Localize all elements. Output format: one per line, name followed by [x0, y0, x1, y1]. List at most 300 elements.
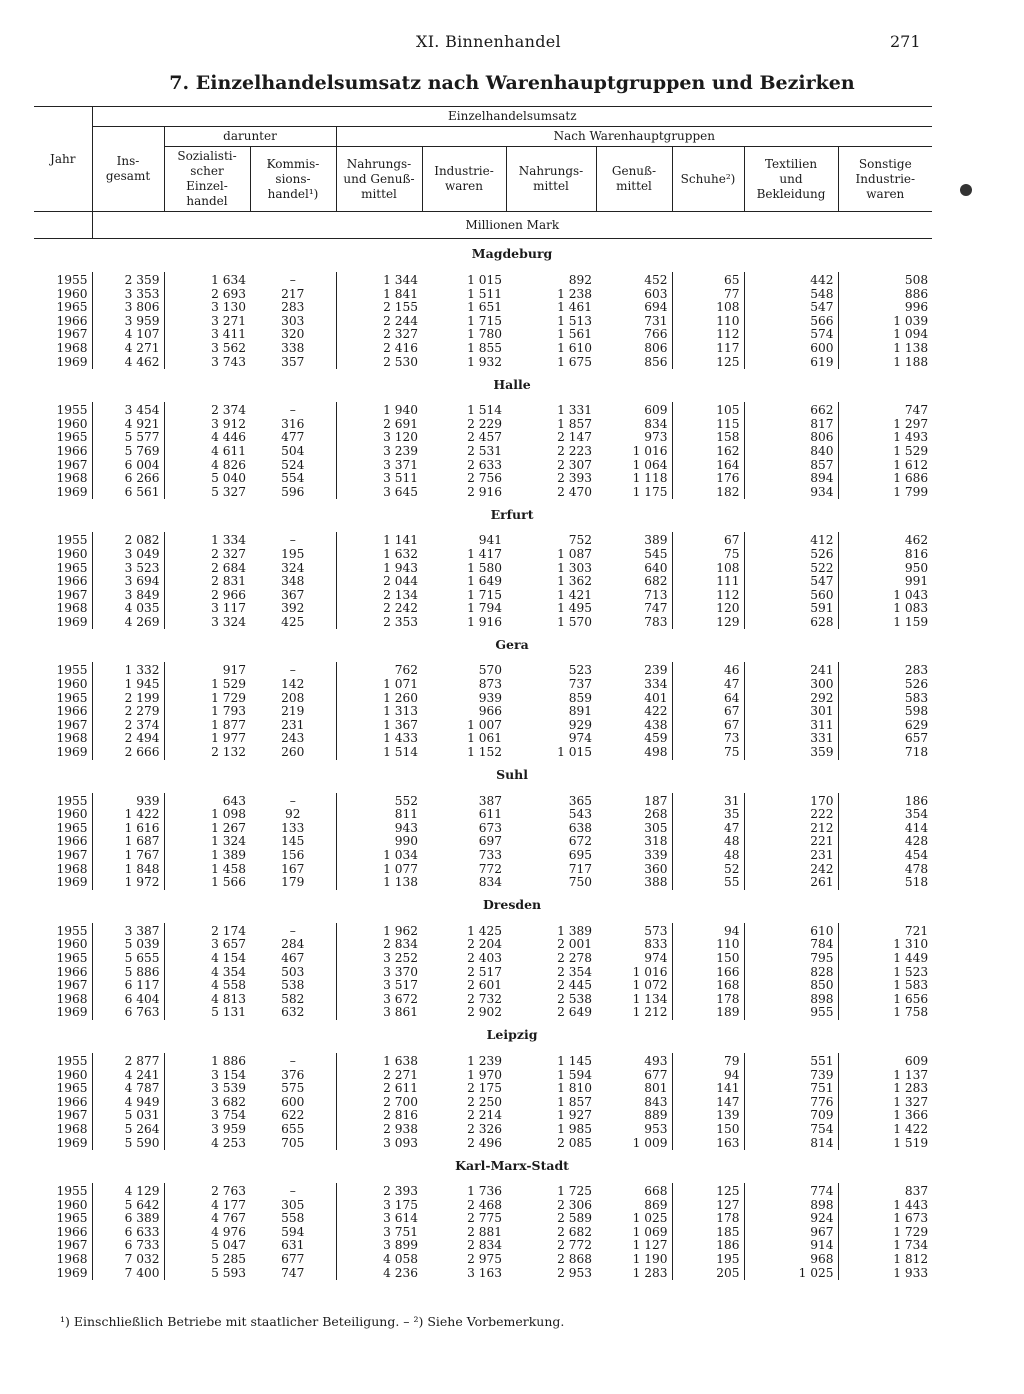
- cell-sozialistischer: 1 729: [164, 692, 250, 706]
- cell-year: 1966: [56, 574, 88, 589]
- table-row: [34, 301, 932, 315]
- cell-sonstige: 354: [838, 808, 932, 822]
- cell-insgesamt: 1 422: [92, 808, 164, 822]
- cell-schuhe: 48: [672, 849, 744, 863]
- cell-genussmittel: 668: [644, 1184, 668, 1199]
- cell-nahrungs-genuss: 3 614: [336, 1212, 422, 1226]
- cell-textilien: 628: [744, 616, 838, 630]
- cell-insgesamt: 5 769: [92, 445, 164, 459]
- cell-insgesamt: 5 655: [92, 952, 164, 966]
- cell-genussmittel: 801: [644, 1081, 668, 1096]
- cell-textilien: 814: [744, 1137, 838, 1151]
- cell-nahrungsmittel: 2 649: [557, 1005, 592, 1020]
- cell-industriewaren: 2 517: [467, 964, 502, 979]
- cell-year: 1966: [56, 443, 88, 458]
- cell-year: 1965: [56, 820, 88, 835]
- cell-year: 1965: [56, 950, 88, 965]
- region-heading-row: [34, 239, 932, 264]
- cell-genussmittel: 545: [644, 546, 668, 561]
- cell-nahrungsmittel: 2 682: [557, 1224, 592, 1239]
- table-row: [34, 589, 932, 603]
- cell-schuhe: 125: [672, 1183, 744, 1199]
- cell-year: 1969: [56, 614, 88, 629]
- cell-genussmittel: 1 134: [632, 991, 668, 1006]
- cell-kommission: 243: [281, 731, 305, 746]
- cell-textilien: 857: [744, 459, 838, 473]
- cell-sozialistischer: 2 693: [164, 288, 250, 302]
- cell-insgesamt: 4 271: [92, 342, 164, 356]
- table-row: [34, 692, 932, 706]
- cell-schuhe: 55: [672, 876, 744, 890]
- cell-genussmittel: 1 025: [632, 1211, 668, 1226]
- table-row: [34, 993, 932, 1007]
- cell-sozialistischer: 3 912: [164, 418, 250, 432]
- table-row: [34, 678, 932, 692]
- cell-genussmittel: 388: [644, 875, 668, 890]
- cell-sozialistischer: 5 327: [164, 486, 250, 500]
- cell-kommission: 622: [281, 1108, 305, 1123]
- cell-genussmittel: 682: [644, 574, 668, 589]
- cell-schuhe: 205: [672, 1267, 744, 1281]
- cell-kommission: 348: [281, 574, 305, 589]
- cell-sonstige: 1 159: [838, 616, 932, 630]
- cell-nahrungsmittel: 2 868: [557, 1252, 592, 1267]
- cell-insgesamt: 3 959: [92, 315, 164, 329]
- cell-year: 1965: [56, 1211, 88, 1226]
- cell-kommission: 284: [281, 937, 305, 952]
- cell-sonstige: 1 656: [838, 993, 932, 1007]
- cell-year: 1968: [56, 1121, 88, 1136]
- cell-insgesamt: 4 949: [92, 1096, 164, 1110]
- cell-nahrungsmittel: 1 594: [557, 1067, 592, 1082]
- cell-nahrungsmittel: 859: [568, 690, 592, 705]
- cell-schuhe: 73: [672, 732, 744, 746]
- cell-sonstige: 1 043: [838, 589, 932, 603]
- cell-sozialistischer: 3 117: [164, 602, 250, 616]
- cell-nahrungsmittel: 1 927: [557, 1108, 592, 1123]
- cell-kommission: 219: [281, 704, 305, 719]
- cell-nahrungsmittel: 2 147: [557, 430, 592, 445]
- cell-genussmittel: 677: [644, 1067, 668, 1082]
- cell-nahrungs-genuss: 3 175: [336, 1199, 422, 1213]
- cell-year: 1965: [56, 690, 88, 705]
- cell-insgesamt: 4 462: [92, 356, 164, 370]
- cell-insgesamt: 939: [92, 793, 164, 809]
- cell-textilien: 311: [744, 719, 838, 733]
- cell-schuhe: 48: [672, 835, 744, 849]
- cell-schuhe: 105: [672, 402, 744, 418]
- cell-genussmittel: 1 016: [632, 964, 668, 979]
- cell-genussmittel: 766: [644, 327, 668, 342]
- cell-insgesamt: 6 561: [92, 486, 164, 500]
- cell-textilien: 212: [744, 822, 838, 836]
- cell-industriewaren: 1 007: [467, 717, 502, 732]
- cell-insgesamt: 2 877: [92, 1053, 164, 1069]
- cell-nahrungs-genuss: 1 514: [336, 746, 422, 760]
- cell-year: 1968: [56, 340, 88, 355]
- cell-schuhe: 108: [672, 301, 744, 315]
- cell-sozialistischer: 2 763: [164, 1183, 250, 1199]
- table-row: [34, 431, 932, 445]
- cell-industriewaren: 834: [478, 875, 502, 890]
- cell-sozialistischer: 4 446: [164, 431, 250, 445]
- region-heading-row: [34, 369, 932, 393]
- cell-schuhe: 129: [672, 616, 744, 630]
- cell-kommission: 503: [281, 964, 305, 979]
- cell-genussmittel: 1 175: [632, 484, 668, 499]
- cell-insgesamt: 3 523: [92, 562, 164, 576]
- cell-insgesamt: 6 389: [92, 1212, 164, 1226]
- cell-textilien: 894: [744, 472, 838, 486]
- cell-sozialistischer: 4 177: [164, 1199, 250, 1213]
- region-name: Magdeburg: [471, 246, 553, 262]
- cell-schuhe: 189: [672, 1006, 744, 1020]
- cell-year: 1965: [56, 430, 88, 445]
- table-row: [34, 402, 932, 418]
- table-row: [34, 1082, 932, 1096]
- table-row: [34, 1137, 932, 1151]
- col-header-nach-warenhauptgruppen: Nach Warenhauptgruppen: [336, 127, 932, 147]
- cell-nahrungs-genuss: 811: [336, 808, 422, 822]
- cell-year: 1969: [56, 1135, 88, 1150]
- cell-sonstige: 1 327: [838, 1096, 932, 1110]
- cell-insgesamt: 2 279: [92, 705, 164, 719]
- cell-nahrungsmittel: 2 278: [557, 950, 592, 965]
- cell-insgesamt: 5 577: [92, 431, 164, 445]
- cell-kommission: 504: [281, 443, 305, 458]
- cell-industriewaren: 2 326: [467, 1121, 502, 1136]
- cell-nahrungsmittel: 892: [568, 273, 592, 287]
- region-name: Leipzig: [486, 1027, 538, 1043]
- cell-insgesamt: 1 848: [92, 863, 164, 877]
- cell-kommission: 632: [281, 1005, 305, 1020]
- cell-industriewaren: 2 468: [467, 1197, 502, 1212]
- table-row: [34, 808, 932, 822]
- cell-nahrungsmittel: 1 421: [557, 587, 592, 602]
- cell-kommission: 316: [281, 416, 305, 431]
- cell-insgesamt: 5 886: [92, 966, 164, 980]
- cell-sonstige: 1 529: [838, 445, 932, 459]
- region-name: Gera: [495, 636, 529, 652]
- table-row: [34, 472, 932, 486]
- cell-insgesamt: 4 107: [92, 328, 164, 342]
- cell-industriewaren: 2 403: [467, 950, 502, 965]
- cell-nahrungsmittel: 1 985: [557, 1121, 592, 1136]
- cell-textilien: 600: [744, 342, 838, 356]
- cell-schuhe: 52: [672, 863, 744, 877]
- cell-textilien: 968: [744, 1253, 838, 1267]
- cell-textilien: 301: [744, 705, 838, 719]
- table-row: [34, 863, 932, 877]
- cell-kommission: 338: [281, 340, 305, 355]
- cell-year: 1960: [56, 1067, 88, 1082]
- cell-nahrungsmittel: 750: [568, 875, 592, 890]
- cell-genussmittel: 498: [644, 745, 668, 760]
- cell-textilien: 739: [744, 1069, 838, 1083]
- cell-nahrungs-genuss: 3 511: [336, 472, 422, 486]
- cell-genussmittel: 1 127: [632, 1238, 668, 1253]
- cell-nahrungs-genuss: 3 370: [336, 966, 422, 980]
- cell-schuhe: 125: [672, 356, 744, 370]
- cell-textilien: 300: [744, 678, 838, 692]
- cell-schuhe: 111: [672, 575, 744, 589]
- cell-genussmittel: 1 072: [632, 978, 668, 993]
- cell-sonstige: 1 297: [838, 418, 932, 432]
- cell-sozialistischer: 917: [164, 662, 250, 678]
- cell-year: 1960: [56, 416, 88, 431]
- unit-label: Millionen Mark: [92, 212, 932, 239]
- cell-kommission: 582: [281, 991, 305, 1006]
- cell-schuhe: 94: [672, 923, 744, 939]
- cell-nahrungsmittel: 1 675: [557, 354, 592, 369]
- cell-sonstige: 718: [838, 746, 932, 760]
- cell-genussmittel: 573: [644, 923, 668, 938]
- cell-sonstige: 609: [838, 1053, 932, 1069]
- cell-schuhe: 185: [672, 1226, 744, 1240]
- cell-insgesamt: 4 035: [92, 602, 164, 616]
- cell-nahrungsmittel: 2 445: [557, 978, 592, 993]
- cell-insgesamt: 1 332: [92, 662, 164, 678]
- cell-sonstige: 508: [838, 272, 932, 288]
- cell-textilien: 222: [744, 808, 838, 822]
- cell-sozialistischer: 1 267: [164, 822, 250, 836]
- cell-industriewaren: 2 457: [467, 430, 502, 445]
- cell-nahrungsmittel: 638: [568, 820, 592, 835]
- cell-sozialistischer: 3 743: [164, 356, 250, 370]
- cell-industriewaren: 2 214: [467, 1108, 502, 1123]
- cell-schuhe: 117: [672, 342, 744, 356]
- cell-sozialistischer: 3 539: [164, 1082, 250, 1096]
- cell-insgesamt: 1 687: [92, 835, 164, 849]
- cell-schuhe: 67: [672, 719, 744, 733]
- region-name: Erfurt: [490, 506, 534, 522]
- table-row: [34, 1006, 932, 1020]
- cell-nahrungs-genuss: 2 700: [336, 1096, 422, 1110]
- cell-insgesamt: 6 004: [92, 459, 164, 473]
- cell-sozialistischer: 5 131: [164, 1006, 250, 1020]
- cell-industriewaren: 1 780: [467, 327, 502, 342]
- table-row: [34, 1096, 932, 1110]
- region-heading-row: [34, 1020, 932, 1044]
- cell-nahrungsmittel: 1 725: [557, 1184, 592, 1199]
- cell-nahrungsmittel: 1 087: [557, 546, 592, 561]
- cell-textilien: 241: [744, 662, 838, 678]
- cell-year: 1967: [56, 587, 88, 602]
- table-row: [34, 486, 932, 500]
- cell-genussmittel: 974: [644, 950, 668, 965]
- cell-schuhe: 110: [672, 938, 744, 952]
- cell-nahrungs-genuss: 3 861: [336, 1006, 422, 1020]
- cell-genussmittel: 318: [644, 834, 668, 849]
- cell-industriewaren: 2 756: [467, 471, 502, 486]
- cell-textilien: 709: [744, 1109, 838, 1123]
- col-header-sonstige-industriewaren: Sonstige Industrie- waren: [838, 147, 932, 212]
- region-name: Karl-Marx-Stadt: [455, 1157, 569, 1173]
- cell-genussmittel: 609: [644, 403, 668, 418]
- cell-nahrungsmittel: 1 362: [557, 574, 592, 589]
- cell-kommission: 677: [281, 1252, 305, 1267]
- cell-kommission: 320: [281, 327, 305, 342]
- cell-insgesamt: 6 733: [92, 1239, 164, 1253]
- cell-nahrungs-genuss: 3 751: [336, 1226, 422, 1240]
- cell-nahrungs-genuss: 762: [336, 662, 422, 678]
- cell-sonstige: 1 283: [838, 1082, 932, 1096]
- cell-insgesamt: 5 642: [92, 1199, 164, 1213]
- cell-textilien: 754: [744, 1123, 838, 1137]
- cell-schuhe: 168: [672, 979, 744, 993]
- cell-schuhe: 178: [672, 993, 744, 1007]
- cell-kommission: 167: [281, 861, 305, 876]
- cell-industriewaren: 1 794: [467, 601, 502, 616]
- cell-nahrungsmittel: 672: [568, 834, 592, 849]
- table-title: 7. Einzelhandelsumsatz nach Warenhauptgruppen und Bezirken: [169, 72, 855, 94]
- table-row: [34, 272, 932, 288]
- cell-nahrungsmittel: 2 470: [557, 484, 592, 499]
- cell-nahrungsmittel: 2 538: [557, 991, 592, 1006]
- table-row: [34, 732, 932, 746]
- region-heading-row: [34, 760, 932, 784]
- cell-year: 1966: [56, 1224, 88, 1239]
- cell-schuhe: 115: [672, 418, 744, 432]
- cell-sonstige: 428: [838, 835, 932, 849]
- cell-insgesamt: 4 921: [92, 418, 164, 432]
- cell-kommission: 524: [281, 457, 305, 472]
- cell-nahrungs-genuss: 3 645: [336, 486, 422, 500]
- cell-kommission: 142: [281, 677, 305, 692]
- cell-industriewaren: 2 496: [467, 1135, 502, 1150]
- cell-year: 1967: [56, 978, 88, 993]
- cell-insgesamt: 4 787: [92, 1082, 164, 1096]
- cell-nahrungsmittel: 2 772: [557, 1238, 592, 1253]
- table-row: [34, 705, 932, 719]
- cell-nahrungs-genuss: 1 940: [336, 402, 422, 418]
- cell-genussmittel: 640: [644, 560, 668, 575]
- cell-kommission: 376: [281, 1067, 305, 1082]
- cell-schuhe: 150: [672, 952, 744, 966]
- cell-textilien: 574: [744, 328, 838, 342]
- cell-schuhe: 35: [672, 808, 744, 822]
- table-row: [34, 923, 932, 939]
- cell-textilien: 526: [744, 548, 838, 562]
- cell-sozialistischer: 5 285: [164, 1253, 250, 1267]
- cell-industriewaren: 1 932: [467, 354, 502, 369]
- cell-insgesamt: 4 269: [92, 616, 164, 630]
- col-header-jahr: Jahr: [34, 107, 92, 212]
- cell-year: 1966: [56, 964, 88, 979]
- cell-kommission: –: [289, 273, 296, 287]
- cell-genussmittel: 438: [644, 717, 668, 732]
- cell-year: 1960: [56, 1197, 88, 1212]
- cell-nahrungs-genuss: 2 044: [336, 575, 422, 589]
- cell-year: 1966: [56, 834, 88, 849]
- cell-schuhe: 158: [672, 431, 744, 445]
- cell-textilien: 914: [744, 1239, 838, 1253]
- cell-schuhe: 166: [672, 966, 744, 980]
- cell-nahrungsmittel: 1 857: [557, 1094, 592, 1109]
- cell-sozialistischer: 1 793: [164, 705, 250, 719]
- cell-nahrungsmittel: 2 307: [557, 457, 592, 472]
- cell-sonstige: 186: [838, 793, 932, 809]
- cell-insgesamt: 1 945: [92, 678, 164, 692]
- table-row: [34, 1253, 932, 1267]
- cell-sozialistischer: 5 040: [164, 472, 250, 486]
- cell-schuhe: 75: [672, 548, 744, 562]
- cell-nahrungsmittel: 2 085: [557, 1135, 592, 1150]
- cell-industriewaren: 1 511: [467, 286, 502, 301]
- cell-year: 1968: [56, 731, 88, 746]
- cell-industriewaren: 3 163: [467, 1265, 502, 1280]
- cell-nahrungs-genuss: 1 632: [336, 548, 422, 562]
- cell-sonstige: 816: [838, 548, 932, 562]
- table-row: [34, 793, 932, 809]
- cell-textilien: 806: [744, 431, 838, 445]
- cell-industriewaren: 2 601: [467, 978, 502, 993]
- cell-nahrungs-genuss: 2 691: [336, 418, 422, 432]
- cell-insgesamt: 3 849: [92, 589, 164, 603]
- cell-industriewaren: 2 834: [467, 1238, 502, 1253]
- cell-sonstige: 598: [838, 705, 932, 719]
- cell-industriewaren: 2 204: [467, 937, 502, 952]
- cell-schuhe: 108: [672, 562, 744, 576]
- cell-genussmittel: 452: [644, 273, 668, 287]
- cell-sozialistischer: 4 253: [164, 1137, 250, 1151]
- cell-insgesamt: 1 972: [92, 876, 164, 890]
- cell-nahrungs-genuss: 1 071: [336, 678, 422, 692]
- cell-sonstige: 1 039: [838, 315, 932, 329]
- cell-kommission: 554: [281, 471, 305, 486]
- cell-industriewaren: 1 152: [467, 745, 502, 760]
- cell-sozialistischer: 2 374: [164, 402, 250, 418]
- cell-textilien: 560: [744, 589, 838, 603]
- cell-schuhe: 46: [672, 662, 744, 678]
- cell-kommission: 655: [281, 1121, 305, 1136]
- cell-year: 1955: [56, 793, 88, 808]
- cell-year: 1955: [56, 923, 88, 938]
- cell-year: 1955: [56, 403, 88, 418]
- cell-nahrungs-genuss: 1 034: [336, 849, 422, 863]
- cell-schuhe: 31: [672, 793, 744, 809]
- cell-year: 1966: [56, 704, 88, 719]
- region-heading-row: [34, 1150, 932, 1174]
- cell-genussmittel: 422: [644, 704, 668, 719]
- cell-nahrungs-genuss: 1 638: [336, 1053, 422, 1069]
- cell-nahrungs-genuss: 2 271: [336, 1069, 422, 1083]
- cell-nahrungs-genuss: 2 611: [336, 1082, 422, 1096]
- cell-nahrungsmittel: 2 354: [557, 964, 592, 979]
- cell-genussmittel: 360: [644, 861, 668, 876]
- cell-insgesamt: 2 374: [92, 719, 164, 733]
- cell-industriewaren: 1 970: [467, 1067, 502, 1082]
- cell-industriewaren: 1 715: [467, 587, 502, 602]
- cell-nahrungs-genuss: 3 371: [336, 459, 422, 473]
- cell-sonstige: 526: [838, 678, 932, 692]
- cell-sonstige: 996: [838, 301, 932, 315]
- cell-kommission: 92: [284, 807, 301, 822]
- cell-nahrungs-genuss: 2 155: [336, 301, 422, 315]
- cell-nahrungsmittel: 1 303: [557, 560, 592, 575]
- cell-year: 1960: [56, 286, 88, 301]
- cell-sonstige: 1 758: [838, 1006, 932, 1020]
- cell-nahrungsmittel: 1 561: [557, 327, 592, 342]
- cell-year: 1969: [56, 875, 88, 890]
- cell-nahrungsmittel: 2 223: [557, 443, 592, 458]
- cell-nahrungs-genuss: 3 239: [336, 445, 422, 459]
- cell-sozialistischer: 2 684: [164, 562, 250, 576]
- cell-sonstige: 1 366: [838, 1109, 932, 1123]
- cell-textilien: 221: [744, 835, 838, 849]
- cell-industriewaren: 2 775: [467, 1211, 502, 1226]
- cell-sozialistischer: 4 976: [164, 1226, 250, 1240]
